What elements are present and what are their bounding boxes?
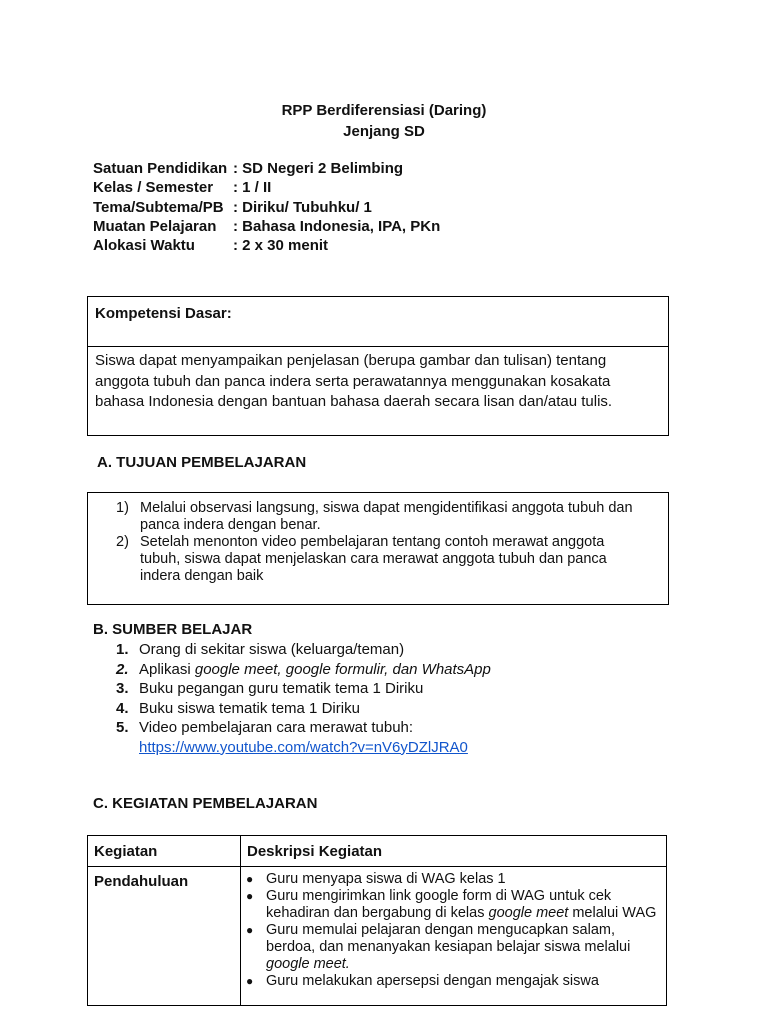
identity-label: Tema/Subtema/PB <box>93 199 224 216</box>
item-text-italic: google meet <box>488 905 569 921</box>
kompetensi-dasar-text: Siswa dapat menyampaikan penjelasan (berupa gambar dan tulisan) tentang anggota tubuh dan panca indera serta perawatannya menggunakan kosakata bahasa Indonesia dengan bantuan bahasa daerah secara lisan dan/atau tulis. <box>95 352 613 410</box>
item-text: Melalui observasi langsung, siswa dapat mengidentifikasi anggota tubuh dan panca indera dengan benar. <box>140 500 633 533</box>
column-header-kegiatan: Kegiatan <box>94 843 158 860</box>
list-item <box>116 679 716 699</box>
identity-value: : 2 x 30 menit <box>233 237 329 254</box>
bullet-icon: ● <box>246 889 254 903</box>
identity-label: Satuan Pendidikan <box>93 160 228 177</box>
section-heading-kegiatan: C. KEGIATAN PEMBELAJARAN <box>93 795 318 812</box>
list-item <box>116 534 636 585</box>
identity-row-alokasi <box>93 237 328 254</box>
identity-row-kelas <box>93 179 271 196</box>
item-text: Orang di sekitar siswa (keluarga/teman) <box>139 641 405 658</box>
deskripsi-bullets <box>241 867 666 990</box>
youtube-link[interactable]: https://www.youtube.com/watch?v=nV6yDZlJRA0 <box>139 738 468 756</box>
item-text: Guru memulai pelajaran dengan mengucapkan salam, berdoa, dan menanyakan kesiapan belajar siswa melalui <box>266 922 631 955</box>
table-cell <box>88 867 241 1006</box>
item-number: 2) <box>116 534 129 550</box>
item-text: melalui WAG <box>568 905 657 921</box>
identity-row-muatan <box>93 218 440 235</box>
item-text: Guru menyapa siswa di WAG kelas 1 <box>266 871 506 887</box>
identity-value: : Bahasa Indonesia, IPA, PKn <box>233 218 441 235</box>
item-text: Setelah menonton video pembelajaran tentang contoh merawat anggota tubuh, siswa dapat menjelaskan cara merawat anggota tubuh dan panca indera dengan baik <box>140 534 607 584</box>
table-cell <box>241 867 667 1006</box>
list-item <box>245 888 660 922</box>
list-item <box>245 922 660 973</box>
bullet-icon: ● <box>246 872 254 886</box>
table-header-cell <box>241 836 667 867</box>
kompetensi-dasar-header <box>87 296 669 347</box>
tujuan-list <box>116 500 636 585</box>
list-item <box>116 640 716 660</box>
identity-label: Alokasi Waktu <box>93 237 195 254</box>
item-number: 1. <box>116 641 129 658</box>
column-header-deskripsi: Deskripsi Kegiatan <box>247 843 383 860</box>
kegiatan-table <box>87 835 667 1006</box>
item-number: 2. <box>116 660 129 678</box>
identity-value: : 1 / II <box>233 179 272 196</box>
item-text-italic: google meet. <box>266 956 350 972</box>
item-text: Guru melakukan apersepsi dengan mengajak siswa <box>266 973 599 989</box>
item-text: Buku pegangan guru tematik tema 1 Diriku <box>139 680 424 697</box>
list-item <box>245 973 660 990</box>
section-heading-tujuan: A. TUJUAN PEMBELAJARAN <box>97 454 307 471</box>
list-item <box>116 500 636 534</box>
bullet-icon: ● <box>246 923 254 937</box>
bullet-icon: ● <box>246 974 254 988</box>
document-subtitle: Jenjang SD <box>343 123 425 140</box>
item-number: 1) <box>116 500 129 516</box>
list-item <box>116 718 716 757</box>
kompetensi-dasar-heading: Kompetensi Dasar: <box>95 305 232 322</box>
item-number: 5. <box>116 719 129 736</box>
item-text-italic: google meet, google formulir, dan WhatsApp <box>194 660 491 678</box>
item-text: Guru mengirimkan link google form di WAG untuk cek kehadiran dan bergabung di kelas <box>266 888 612 921</box>
identity-value: : Diriku/ Tubuhku/ 1 <box>233 199 372 216</box>
item-text-prefix: Aplikasi <box>139 660 195 678</box>
item-number: 4. <box>116 699 129 717</box>
identity-value: : SD Negeri 2 Belimbing <box>233 160 404 177</box>
table-row <box>88 867 667 1006</box>
list-item <box>245 871 660 888</box>
tujuan-box <box>87 492 669 605</box>
list-item <box>116 699 716 719</box>
item-number: 3. <box>116 680 129 697</box>
table-header-cell <box>88 836 241 867</box>
row-label-pendahuluan: Pendahuluan <box>94 873 189 890</box>
identity-row-satuan <box>93 160 403 177</box>
list-item <box>116 660 716 680</box>
item-text: Buku siswa tematik tema 1 Diriku <box>139 699 360 717</box>
identity-label: Kelas / Semester <box>93 179 214 196</box>
document-title: RPP Berdiferensiasi (Daring) <box>281 102 487 119</box>
identity-row-tema <box>93 199 372 216</box>
identity-label: Muatan Pelajaran <box>93 218 217 235</box>
sumber-list <box>116 640 716 757</box>
section-heading-sumber: B. SUMBER BELAJAR <box>93 621 253 638</box>
item-text: Video pembelajaran cara merawat tubuh: <box>139 719 414 736</box>
kompetensi-dasar-body <box>87 346 669 436</box>
table-header-row <box>88 836 667 867</box>
